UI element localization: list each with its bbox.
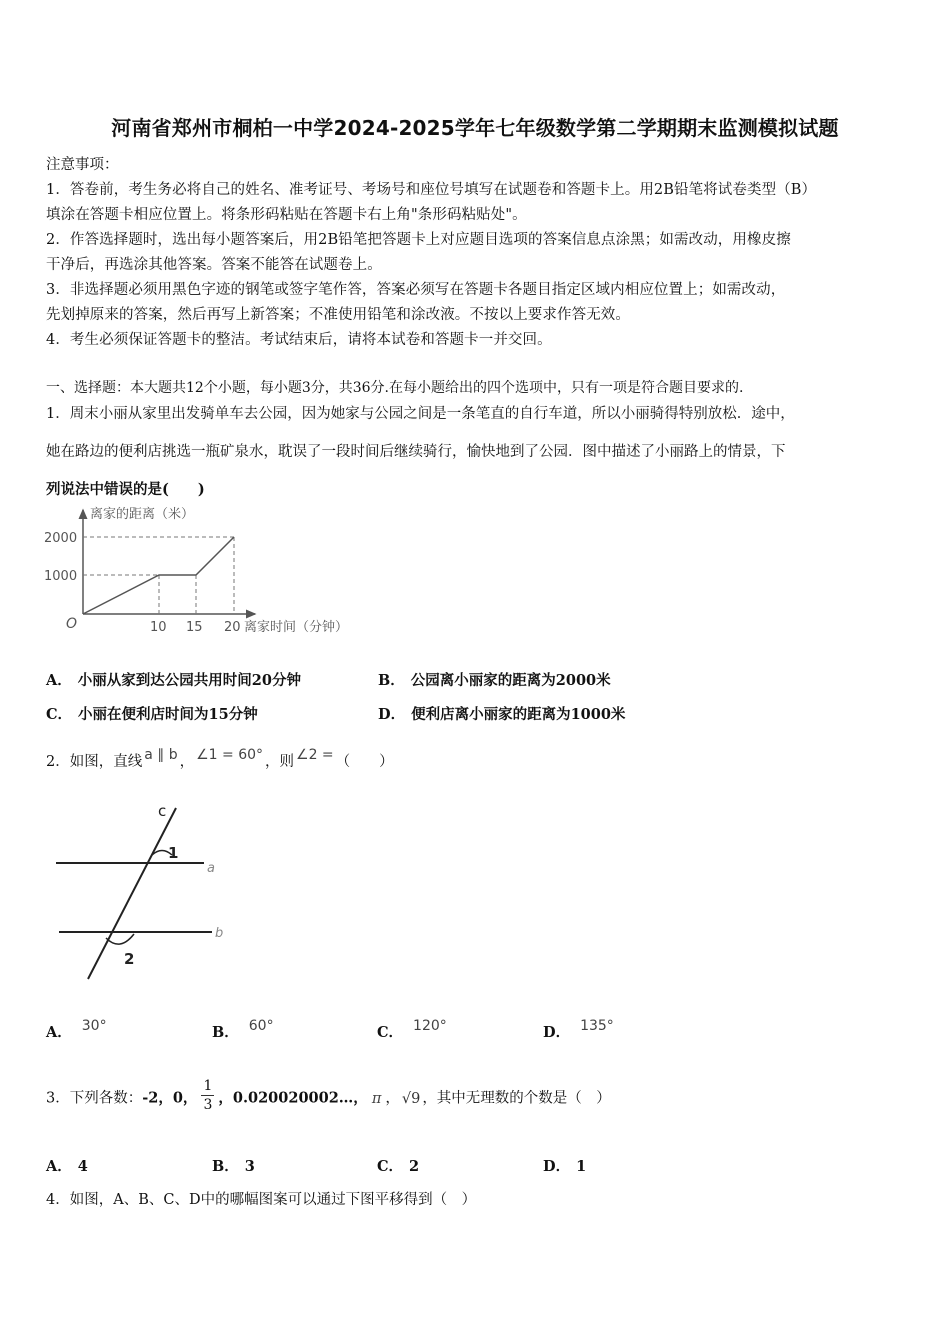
option-text: 便利店离小丽家的距离为1000米	[411, 706, 626, 723]
x-axis-label: 离家时间（分钟）	[244, 620, 349, 635]
option-text: 公园离小丽家的距离为2000米	[410, 672, 611, 689]
option-text: 4	[77, 1158, 88, 1175]
label-c: c	[158, 802, 167, 820]
q3-option-c[interactable]	[377, 1155, 419, 1176]
option-label: A．	[46, 672, 72, 689]
y-axis-label: 离家的距离（米）	[90, 507, 195, 522]
option-label: C．	[377, 1158, 404, 1175]
option-text: 2	[409, 1158, 420, 1175]
q2-option-c[interactable]	[377, 1018, 447, 1042]
q3-prefix: 3．下列各数：	[46, 1090, 143, 1107]
q2-math-angle2: ∠2 =	[296, 747, 334, 763]
option-label: A．	[46, 1158, 72, 1175]
notice-line: 干净后，再选涂其他答案。答案不能答在试题卷上。	[46, 257, 382, 273]
option-label: D．	[543, 1158, 571, 1175]
q3-option-d[interactable]	[543, 1155, 586, 1176]
x-tick-label: 20	[224, 620, 241, 635]
x-tick-label: 10	[150, 620, 167, 635]
q3-nums: -2，0，	[142, 1089, 198, 1107]
fraction-denominator: 3	[203, 1097, 213, 1113]
option-label: D．	[543, 1024, 571, 1041]
q3-option-a[interactable]	[46, 1155, 88, 1176]
q1-distance-time-graph	[40, 500, 390, 645]
label-b: b	[215, 926, 224, 941]
q1-option-b[interactable]	[378, 669, 611, 690]
q1-option-c[interactable]	[46, 703, 258, 724]
q3-sqrt: √9	[401, 1090, 421, 1107]
q3-after: ，0.020020002…，	[218, 1089, 368, 1107]
q3-option-b[interactable]	[212, 1155, 255, 1176]
option-text: 120°	[413, 1018, 447, 1034]
q3-suffix: ，其中无理数的个数是（ ）	[422, 1090, 611, 1107]
option-text: 60°	[248, 1018, 274, 1034]
q2-option-b[interactable]	[212, 1018, 274, 1042]
origin-label: O	[66, 616, 78, 632]
option-text: 小丽从家到达公园共用时间20分钟	[77, 672, 301, 689]
q2-text	[46, 747, 394, 771]
label-angle-1: 1	[168, 844, 179, 862]
q3-pi: π	[371, 1090, 382, 1107]
q3-fraction	[201, 1077, 214, 1114]
notice-line: 先划掉原来的答案，然后再写上新答案；不准使用铅笔和涂改液。不按以上要求作答无效。	[46, 307, 630, 323]
option-label: A．	[46, 1024, 72, 1041]
y-tick-label: 1000	[44, 569, 78, 584]
option-text: 1	[576, 1158, 587, 1175]
q1-text: 1．周末小丽从家里出发骑单车去公园，因为她家与公园之间是一条笔直的自行车道，所以小丽骑得特别放松．途中，	[46, 406, 795, 422]
q2-parallel-lines-figure	[44, 800, 234, 985]
option-label: C．	[46, 706, 73, 723]
option-text: 小丽在便利店时间为15分钟	[78, 706, 258, 723]
q2-option-a[interactable]	[46, 1018, 107, 1042]
q1-text: 列说法中错误的是( )	[46, 481, 205, 498]
page-title: 河南省郑州市桐柏一中学2024-2025学年七年级数学第二学期期末监测模拟试题	[111, 116, 839, 140]
q1-text: 她在路边的便利店挑选一瓶矿泉水，耽误了一段时间后继续骑行，愉快地到了公园．图中描述了小丽路上的情景，下	[46, 444, 786, 460]
label-angle-2: 2	[124, 950, 135, 968]
notice-heading: 注意事项：	[46, 157, 119, 173]
option-label: D．	[378, 706, 406, 723]
notice-line: 4．考生必须保证答题卡的整洁。考试结束后，请将本试卷和答题卡一并交回。	[46, 332, 552, 348]
q2-mid: ，	[179, 754, 195, 770]
q2-math-angle1: ∠1 = 60°	[196, 747, 264, 763]
q2-mid2: ，则	[265, 754, 295, 770]
option-label: B．	[378, 672, 405, 689]
q3-sep: ，	[385, 1090, 400, 1107]
notice-line: 3．非选择题必须用黑色字迹的钢笔或签字笔作答，答案必须写在答题卡各题目指定区域内相应位置上；如需改动，	[46, 282, 786, 298]
q4-text: 4．如图，A、B、C、D中的哪幅图案可以通过下图平移得到（ ）	[46, 1192, 477, 1208]
option-text: 30°	[81, 1018, 107, 1034]
label-a: a	[207, 861, 215, 876]
q3-text	[46, 1080, 611, 1117]
section-heading: 一、选择题：本大题共12个小题，每小题3分，共36分.在每小题给出的四个选项中，只有一项是符合题目要求的.	[46, 380, 744, 396]
y-tick-label: 2000	[44, 531, 78, 546]
q2-option-d[interactable]	[543, 1018, 614, 1042]
fraction-numerator: 1	[203, 1078, 213, 1094]
option-text: 3	[244, 1158, 255, 1175]
notice-line: 2．作答选择题时，选出每小题答案后，用2B铅笔把答题卡上对应题目选项的答案信息点涂黑；如需改动，用橡皮擦	[46, 232, 791, 248]
x-tick-label: 15	[186, 620, 203, 635]
option-label: B．	[212, 1158, 239, 1175]
q2-prefix: 2．如图，直线	[46, 754, 143, 770]
q1-option-a[interactable]	[46, 669, 301, 690]
q1-option-d[interactable]	[378, 703, 625, 724]
q2-suffix: （ ）	[335, 754, 394, 770]
notice-line: 填涂在答题卡相应位置上。将条形码粘贴在答题卡右上角"条形码粘贴处"。	[46, 207, 527, 223]
notice-line: 1．答卷前，考生务必将自己的姓名、准考证号、考场号和座位号填写在试题卷和答题卡上。用2B铅笔将试卷类型（B）	[46, 182, 817, 198]
option-text: 135°	[580, 1018, 614, 1034]
q2-math-parallel: a ∥ b	[144, 747, 178, 763]
option-label: C．	[377, 1024, 404, 1041]
option-label: B．	[212, 1024, 239, 1041]
